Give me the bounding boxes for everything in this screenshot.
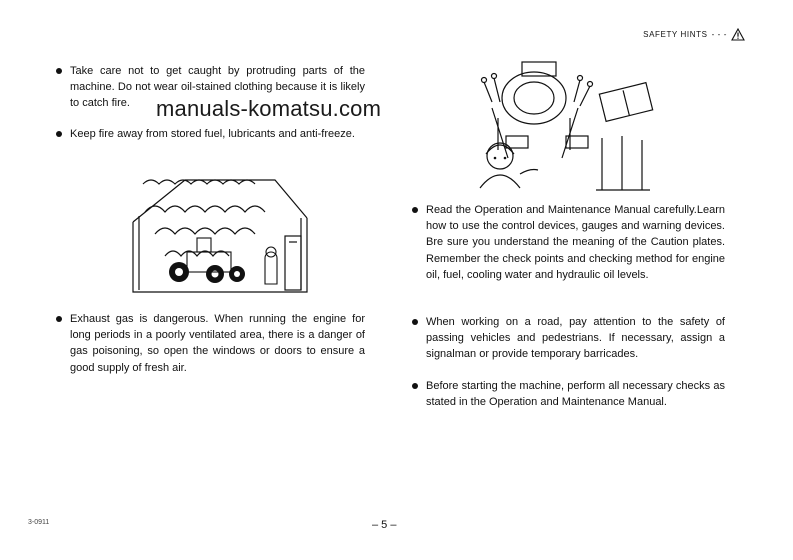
bullet-text: Before starting the machine, perform all necessary checks as stated in the Operation and Maintenance Manual. [426,380,725,409]
watermark: manuals-komatsu.com [156,96,382,121]
document-code: 3-0911 [28,519,50,526]
operator-manual-illustration [462,58,662,196]
header-title: SAFETY HINTS [643,30,708,39]
bullet-text: Take care not to get caught by protruding parts of the machine. Do not wear oil-stained clothing because it is likely to catch fire. [70,65,365,110]
bullet-dot [56,68,62,74]
bullet-text: When working on a road, pay attention to the safety of passing vehicles and pedestrians. If necessary, assign a signalman or provide temporary barricades. [426,316,725,361]
bullet-text: Exhaust gas is dangerous. When running the engine for long periods in a poorly ventilated area, there is a danger of gas poisoning, so open the windows or doors to ensure a good supply of fresh air. [70,313,365,374]
bullet-pre-start-checks [412,378,725,410]
page-number: – 5 – [372,519,397,531]
warning-triangle-icon [731,28,745,41]
bullet-dot [56,316,62,322]
house-exhaust-illustration [125,172,315,304]
bullet-text: Keep fire away from stored fuel, lubricants and anti-freeze. [70,128,355,140]
bullet-dot [56,131,62,137]
bullet-dot [412,319,418,325]
bullet-fire-away [56,126,365,142]
bullet-read-manual [412,202,725,283]
bullet-dot [412,383,418,389]
bullet-road-safety [412,314,725,363]
page-header [643,28,745,41]
header-dots: - - - [711,30,727,39]
bullet-dot [412,207,418,213]
bullet-text: Read the Operation and Maintenance Manual carefully.Learn how to use the control devices, gauges and warning devices. Bre sure you understand the meaning of the Caution plates. Remember the check points and checking method for engine oil, fuel, cooling water and hydraulic oil levels. [426,204,725,281]
bullet-exhaust-gas [56,311,365,376]
